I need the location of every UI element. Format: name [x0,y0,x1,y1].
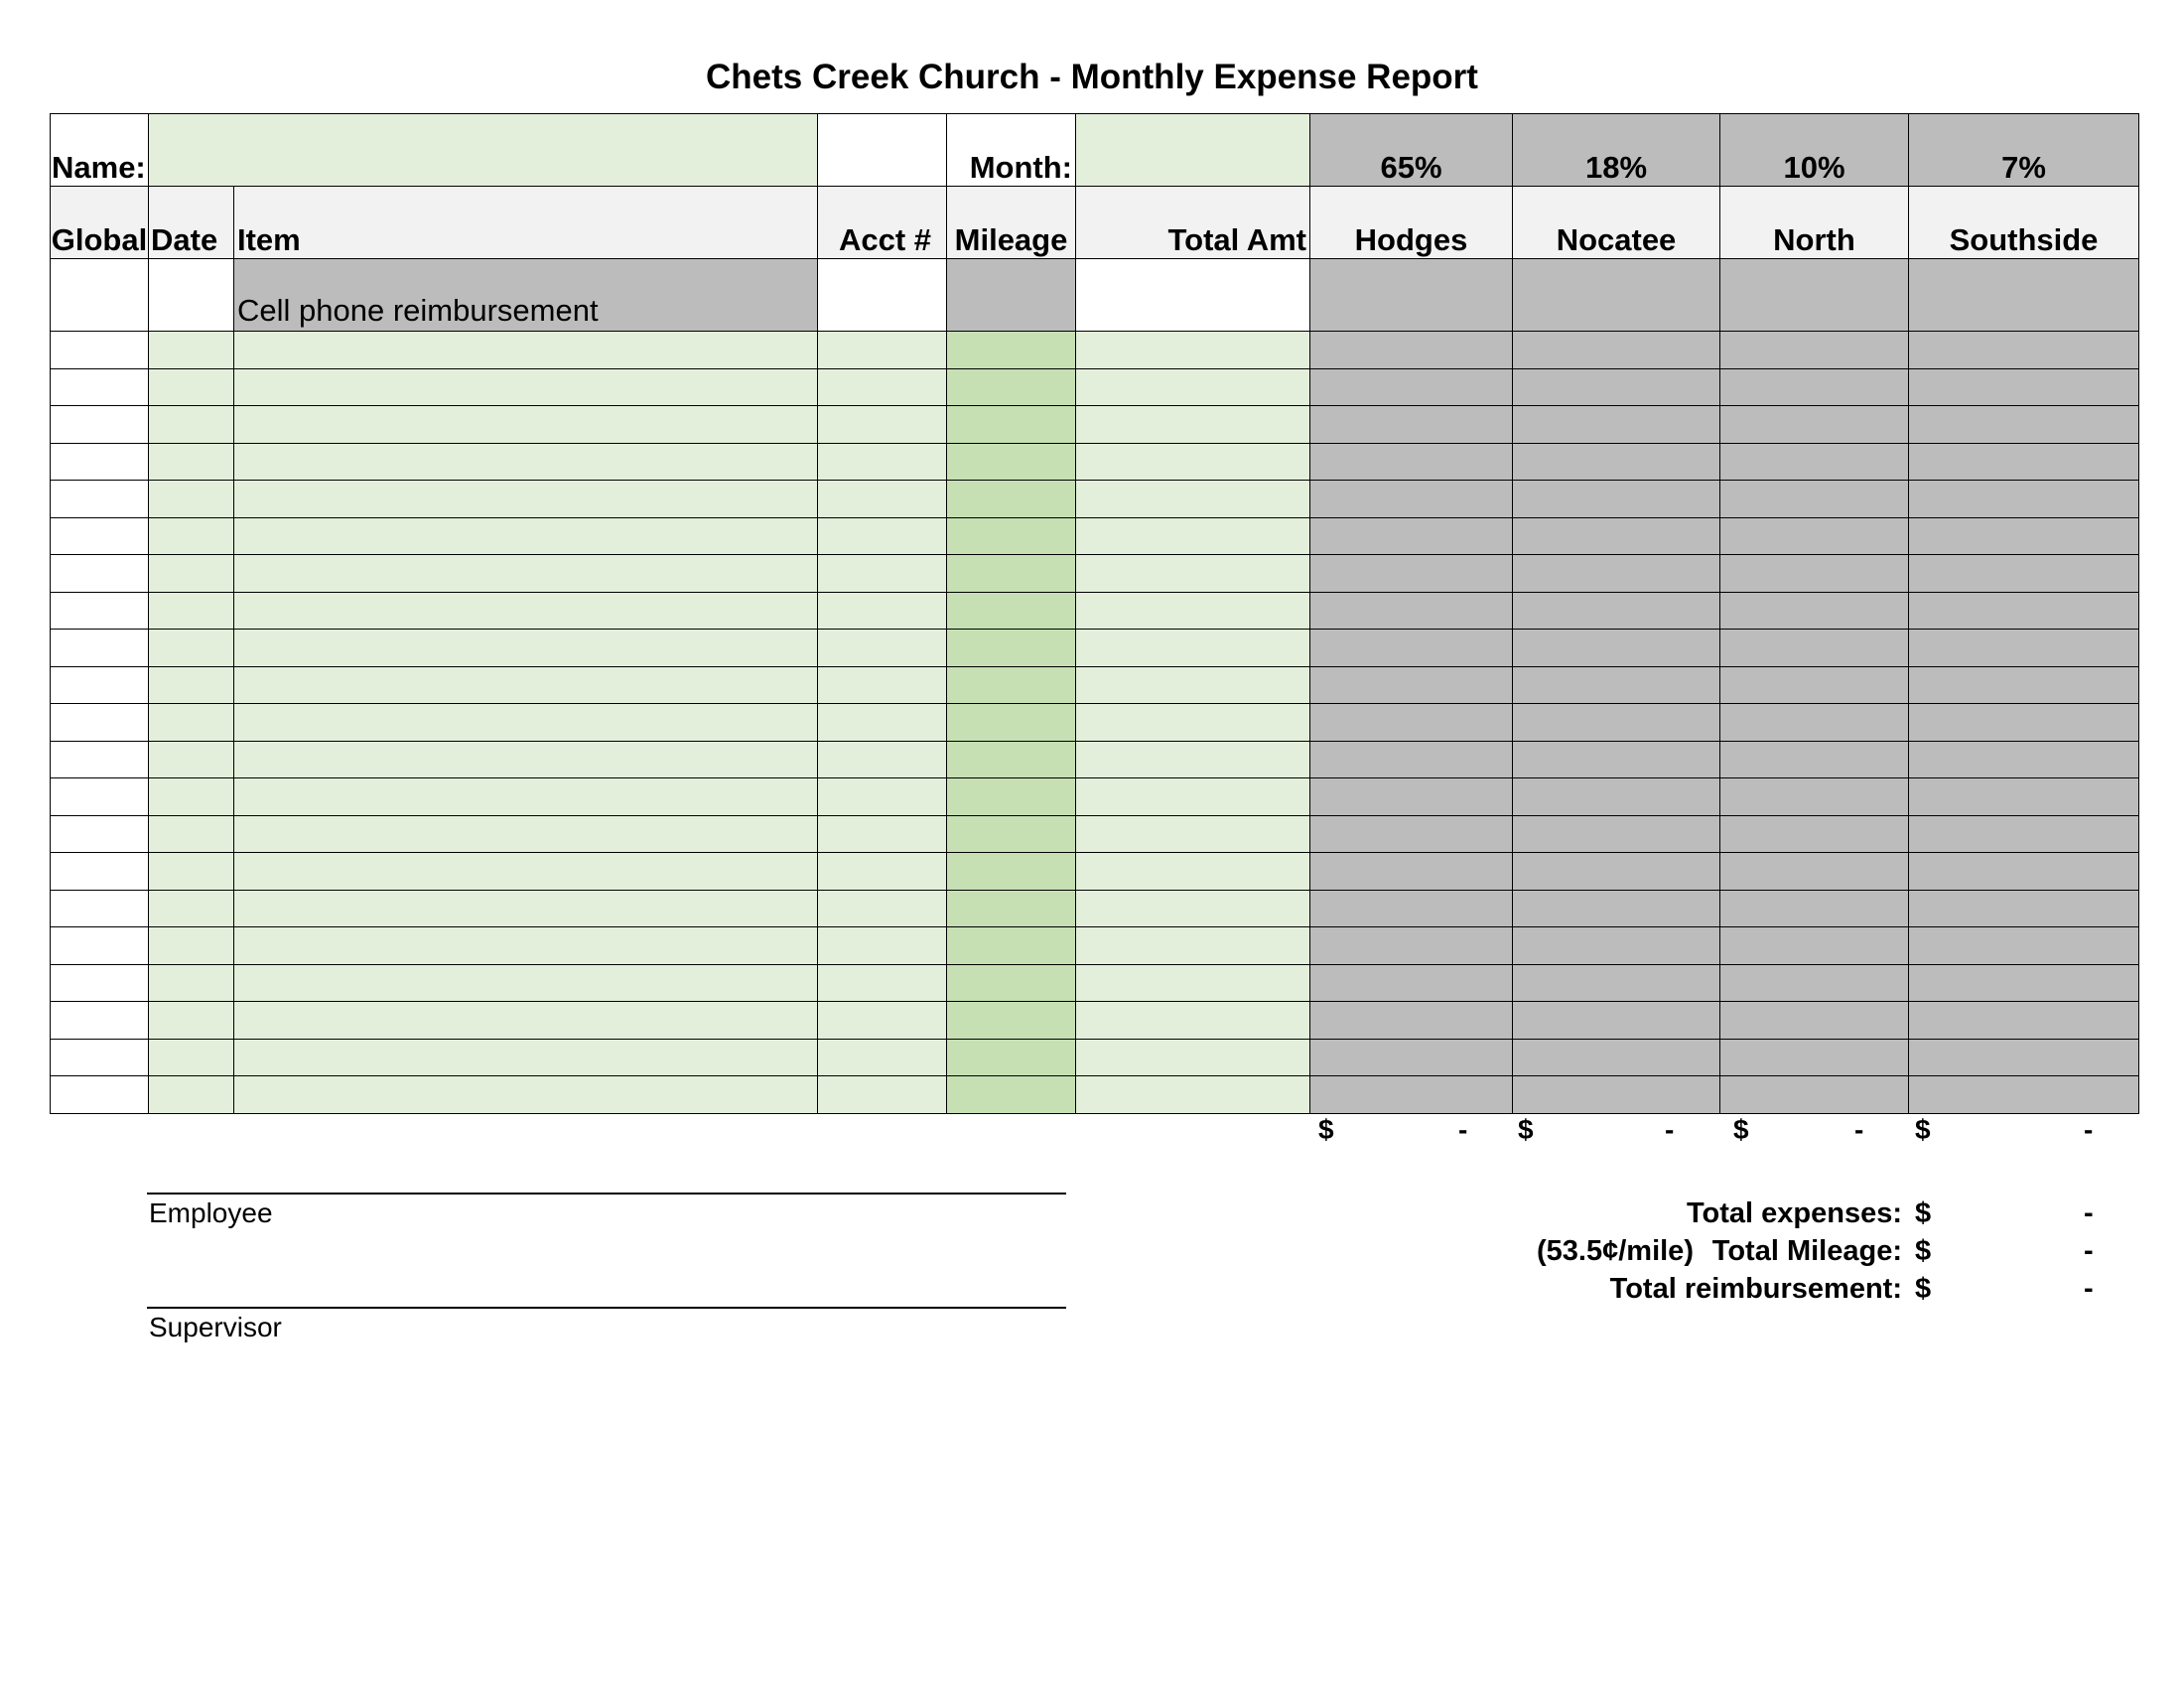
mileage-cell[interactable] [947,1002,1076,1040]
table-row [51,853,2139,891]
southside-cell [1909,890,2139,927]
southside-cell [1909,332,2139,369]
southside-cell [1909,927,2139,965]
date-cell[interactable] [149,592,234,630]
total-amt-cell[interactable] [1076,481,1310,518]
hodges-cell [1310,259,1513,332]
nocatee-cell [1513,853,1720,891]
date-cell[interactable] [149,741,234,778]
total-amt-cell[interactable] [1076,555,1310,593]
total-amt-cell[interactable] [1076,406,1310,444]
global-cell[interactable] [51,443,149,481]
north-cell [1720,443,1909,481]
north-cell [1720,1002,1909,1040]
acct-cell[interactable] [818,259,947,332]
total-amt-cell[interactable] [1076,332,1310,369]
date-cell[interactable] [149,1076,234,1114]
acct-cell[interactable] [818,778,947,816]
item-cell[interactable] [234,1039,818,1076]
nocatee-cell [1513,368,1720,406]
table-row [51,1039,2139,1076]
acct-cell[interactable] [818,741,947,778]
mileage-cell[interactable] [947,443,1076,481]
col-date: Date [149,187,234,259]
mileage-cell[interactable] [947,1076,1076,1114]
total-expenses-currency: $ [1915,1197,1932,1229]
total-amt-cell[interactable] [1076,368,1310,406]
mileage-cell[interactable] [947,778,1076,816]
column-header-row [51,187,2139,259]
total-amt-cell[interactable] [1076,964,1310,1002]
table-row [51,927,2139,965]
north-cell [1720,890,1909,927]
col-southside: Southside [1909,187,2139,259]
date-cell[interactable] [149,853,234,891]
hodges-cell [1310,630,1513,667]
acct-cell[interactable] [818,853,947,891]
hodges-total-currency: $ [1318,1114,1334,1145]
pct-north: 10% [1720,114,1909,187]
date-cell[interactable] [149,443,234,481]
total-amt-cell[interactable] [1076,666,1310,704]
north-cell [1720,481,1909,518]
table-row [51,704,2139,742]
date-cell[interactable] [149,927,234,965]
hodges-cell [1310,481,1513,518]
global-cell[interactable] [51,1076,149,1114]
total-amt-cell[interactable] [1076,853,1310,891]
name-label: Name: [51,114,149,187]
table-row [51,741,2139,778]
nocatee-cell [1513,555,1720,593]
southside-cell [1909,443,2139,481]
north-cell [1720,853,1909,891]
nocatee-cell [1513,778,1720,816]
header-row-name [51,114,2139,187]
nocatee-cell [1513,890,1720,927]
hodges-cell [1310,704,1513,742]
north-cell [1720,555,1909,593]
hodges-cell [1310,927,1513,965]
table-row [51,406,2139,444]
nocatee-cell [1513,1076,1720,1114]
global-cell[interactable] [51,406,149,444]
acct-cell[interactable] [818,704,947,742]
nocatee-cell [1513,406,1720,444]
nocatee-total-currency: $ [1518,1114,1534,1145]
hodges-cell [1310,1002,1513,1040]
total-mileage-currency: $ [1915,1235,1932,1267]
global-cell[interactable] [51,741,149,778]
global-cell[interactable] [51,481,149,518]
acct-cell[interactable] [818,964,947,1002]
mileage-cell[interactable] [947,704,1076,742]
supervisor-label: Supervisor [149,1312,282,1342]
acct-cell[interactable] [818,1002,947,1040]
item-cell[interactable] [234,704,818,742]
global-cell[interactable] [51,368,149,406]
table-row [51,592,2139,630]
total-amt-cell[interactable] [1076,741,1310,778]
date-cell[interactable] [149,890,234,927]
table-row [51,815,2139,853]
global-cell[interactable] [51,815,149,853]
mileage-cell[interactable] [947,666,1076,704]
acct-cell[interactable] [818,890,947,927]
global-cell[interactable] [51,964,149,1002]
nocatee-cell [1513,666,1720,704]
nocatee-total-value: - [1665,1114,1675,1145]
hodges-total-value: - [1458,1114,1468,1145]
pct-hodges: 65% [1310,114,1513,187]
date-cell[interactable] [149,259,234,332]
item-cell[interactable] [234,815,818,853]
mileage-cell[interactable] [947,741,1076,778]
acct-cell[interactable] [818,666,947,704]
item-cell[interactable] [234,332,818,369]
item-cell[interactable] [234,1076,818,1114]
southside-cell [1909,592,2139,630]
item-cell[interactable] [234,368,818,406]
total-expenses-value: - [2084,1197,2094,1229]
entry-rows [51,332,2139,1114]
hodges-cell [1310,332,1513,369]
southside-cell [1909,259,2139,332]
table-row [51,443,2139,481]
col-global: Global [51,187,149,259]
nocatee-cell [1513,704,1720,742]
total-amt-cell[interactable] [1076,443,1310,481]
total-amt-cell[interactable] [1076,259,1310,332]
table-row [51,1076,2139,1114]
acct-cell[interactable] [818,406,947,444]
item-cell[interactable] [234,517,818,555]
col-mileage: Mileage [947,187,1076,259]
mileage-cell[interactable] [947,1039,1076,1076]
global-cell[interactable] [51,666,149,704]
acct-cell[interactable] [818,927,947,965]
total-reimbursement-currency: $ [1915,1273,1932,1305]
global-cell[interactable] [51,704,149,742]
table-row [51,778,2139,816]
global-cell[interactable] [51,853,149,891]
col-hodges: Hodges [1310,187,1513,259]
item-cell-cell-phone: Cell phone reimbursement [234,259,818,332]
col-nocatee: Nocatee [1513,187,1720,259]
pct-southside: 7% [1909,114,2139,187]
item-cell[interactable] [234,927,818,965]
total-expenses-label: Total expenses: [1686,1197,1902,1229]
nocatee-cell [1513,517,1720,555]
date-cell[interactable] [149,1039,234,1076]
nocatee-cell [1513,481,1720,518]
hodges-cell [1310,555,1513,593]
north-cell [1720,1076,1909,1114]
southside-cell [1909,1002,2139,1040]
date-cell[interactable] [149,815,234,853]
hodges-cell [1310,815,1513,853]
global-cell[interactable] [51,1002,149,1040]
table-row [51,555,2139,593]
global-cell[interactable] [51,630,149,667]
total-amt-cell[interactable] [1076,592,1310,630]
total-amt-cell[interactable] [1076,1076,1310,1114]
hodges-cell [1310,1076,1513,1114]
item-cell[interactable] [234,1002,818,1040]
mileage-cell[interactable] [947,368,1076,406]
total-amt-cell[interactable] [1076,517,1310,555]
item-cell[interactable] [234,890,818,927]
global-cell[interactable] [51,927,149,965]
nocatee-cell [1513,592,1720,630]
hodges-cell [1310,443,1513,481]
item-cell[interactable] [234,741,818,778]
southside-cell [1909,1039,2139,1076]
item-cell[interactable] [234,853,818,891]
southside-cell [1909,815,2139,853]
col-total-amt: Total Amt [1076,187,1310,259]
pct-nocatee: 18% [1513,114,1720,187]
global-cell[interactable] [51,778,149,816]
north-total-currency: $ [1733,1114,1749,1145]
north-cell [1720,815,1909,853]
acct-cell[interactable] [818,592,947,630]
southside-cell [1909,406,2139,444]
north-cell [1720,332,1909,369]
southside-cell [1909,704,2139,742]
hodges-cell [1310,853,1513,891]
acct-cell[interactable] [818,332,947,369]
southside-cell [1909,853,2139,891]
southside-total-currency: $ [1915,1114,1931,1145]
acct-cell[interactable] [818,443,947,481]
southside-cell [1909,368,2139,406]
table-row [51,890,2139,927]
date-cell[interactable] [149,555,234,593]
total-mileage-value: - [2084,1235,2094,1267]
southside-total-value: - [2084,1114,2094,1145]
mileage-cell[interactable] [947,406,1076,444]
global-cell[interactable] [51,592,149,630]
total-amt-cell[interactable] [1076,704,1310,742]
hodges-cell [1310,666,1513,704]
nocatee-cell [1513,741,1720,778]
mileage-cell[interactable] [947,890,1076,927]
name-field[interactable] [149,114,818,187]
acct-cell[interactable] [818,630,947,667]
north-cell [1720,1039,1909,1076]
table-row [51,481,2139,518]
global-cell[interactable] [51,259,149,332]
mileage-cell[interactable] [947,517,1076,555]
nocatee-cell [1513,1039,1720,1076]
item-cell[interactable] [234,443,818,481]
north-cell [1720,927,1909,965]
date-cell[interactable] [149,666,234,704]
global-cell[interactable] [51,890,149,927]
mileage-cell[interactable] [947,592,1076,630]
southside-cell [1909,630,2139,667]
nocatee-cell [1513,964,1720,1002]
acct-cell[interactable] [818,1076,947,1114]
item-cell[interactable] [234,406,818,444]
total-amt-cell[interactable] [1076,927,1310,965]
southside-cell [1909,555,2139,593]
nocatee-cell [1513,443,1720,481]
hodges-cell [1310,368,1513,406]
date-cell[interactable] [149,630,234,667]
mileage-cell[interactable] [947,555,1076,593]
employee-label: Employee [149,1197,273,1228]
acct-cell[interactable] [818,815,947,853]
month-label: Month: [947,114,1076,187]
mileage-cell[interactable] [947,481,1076,518]
table-row [51,517,2139,555]
date-cell[interactable] [149,481,234,518]
acct-cell[interactable] [818,481,947,518]
total-amt-cell[interactable] [1076,778,1310,816]
southside-cell [1909,481,2139,518]
mileage-cell[interactable] [947,853,1076,891]
hodges-cell [1310,406,1513,444]
north-cell [1720,964,1909,1002]
item-cell[interactable] [234,964,818,1002]
total-amt-cell[interactable] [1076,815,1310,853]
item-cell[interactable] [234,630,818,667]
mileage-cell[interactable] [947,927,1076,965]
north-cell [1720,592,1909,630]
table-row [51,1002,2139,1040]
total-reimbursement-label: Total reimbursement: [1609,1273,1902,1305]
hodges-cell [1310,517,1513,555]
col-acct: Acct # [818,187,947,259]
report-title: Chets Creek Church - Monthly Expense Report [706,58,1478,96]
date-cell[interactable] [149,517,234,555]
north-cell [1720,368,1909,406]
table-row [51,964,2139,1002]
north-cell [1720,259,1909,332]
nocatee-cell [1513,332,1720,369]
table-row [51,666,2139,704]
southside-cell [1909,666,2139,704]
item-cell[interactable] [234,666,818,704]
global-cell[interactable] [51,1039,149,1076]
global-cell[interactable] [51,555,149,593]
mileage-cell[interactable] [947,332,1076,369]
mileage-cell[interactable] [947,815,1076,853]
date-cell[interactable] [149,704,234,742]
date-cell[interactable] [149,368,234,406]
blank-cell [818,114,947,187]
global-cell[interactable] [51,332,149,369]
nocatee-cell [1513,815,1720,853]
north-cell [1720,517,1909,555]
total-amt-cell[interactable] [1076,1039,1310,1076]
total-amt-cell[interactable] [1076,890,1310,927]
total-mileage-label: Total Mileage: [1711,1235,1902,1267]
acct-cell[interactable] [818,517,947,555]
expense-table [50,113,2139,1114]
hodges-cell [1310,890,1513,927]
north-cell [1720,741,1909,778]
item-cell[interactable] [234,778,818,816]
southside-cell [1909,964,2139,1002]
mileage-cell[interactable] [947,630,1076,667]
north-cell [1720,666,1909,704]
north-cell [1720,704,1909,742]
date-cell[interactable] [149,406,234,444]
table-row [51,332,2139,369]
southside-cell [1909,778,2139,816]
hodges-cell [1310,778,1513,816]
table-row [51,368,2139,406]
north-cell [1720,630,1909,667]
north-cell [1720,406,1909,444]
southside-cell [1909,741,2139,778]
cell-phone-row [51,259,2139,332]
table-row [51,630,2139,667]
item-cell[interactable] [234,555,818,593]
acct-cell[interactable] [818,368,947,406]
acct-cell[interactable] [818,1039,947,1076]
item-cell[interactable] [234,481,818,518]
southside-cell [1909,1076,2139,1114]
hodges-cell [1310,592,1513,630]
date-cell[interactable] [149,332,234,369]
global-cell[interactable] [51,517,149,555]
mileage-rate: (53.5¢/mile) [1537,1235,1694,1267]
north-total-value: - [1854,1114,1864,1145]
nocatee-cell [1513,1002,1720,1040]
nocatee-cell [1513,927,1720,965]
acct-cell[interactable] [818,555,947,593]
mileage-cell [947,259,1076,332]
north-cell [1720,778,1909,816]
nocatee-cell [1513,259,1720,332]
hodges-cell [1310,741,1513,778]
mileage-cell[interactable] [947,964,1076,1002]
item-cell[interactable] [234,592,818,630]
supervisor-signature-line[interactable] [147,1307,1066,1309]
date-cell[interactable] [149,1002,234,1040]
employee-signature-line[interactable] [147,1193,1066,1195]
col-item: Item [234,187,818,259]
date-cell[interactable] [149,778,234,816]
month-field[interactable] [1076,114,1310,187]
hodges-cell [1310,964,1513,1002]
total-amt-cell[interactable] [1076,630,1310,667]
total-amt-cell[interactable] [1076,1002,1310,1040]
col-north: North [1720,187,1909,259]
total-reimbursement-value: - [2084,1273,2094,1305]
nocatee-cell [1513,630,1720,667]
hodges-cell [1310,1039,1513,1076]
date-cell[interactable] [149,964,234,1002]
southside-cell [1909,517,2139,555]
